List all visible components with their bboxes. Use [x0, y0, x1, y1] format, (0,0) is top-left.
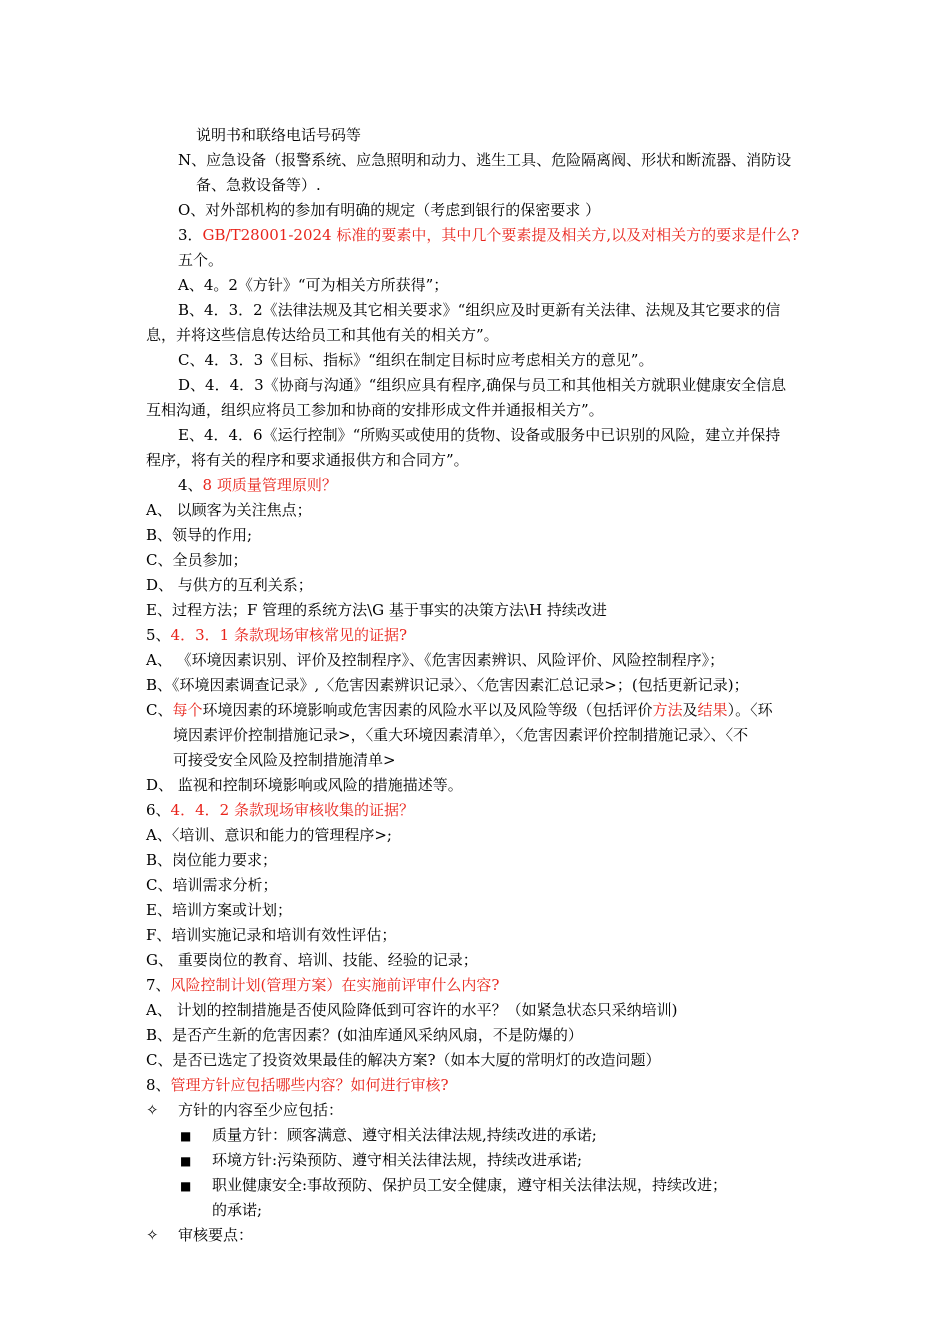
text-line: E、培训方案或计划；	[146, 901, 292, 919]
bullet-text: 方针的内容至少应包括：	[178, 1101, 344, 1119]
text-line	[146, 700, 773, 720]
diamond-bullet-icon: ✧	[146, 1101, 159, 1119]
square-bullet-icon: ■	[180, 1154, 192, 1168]
text-line: C、是否已选定了投资效果最佳的解决方案?（如本大厦的常明灯的改造问题）	[146, 1051, 661, 1069]
text-line: B、领导的作用;	[146, 526, 253, 544]
item-prefix: C、	[146, 701, 173, 719]
question-number: 5、	[146, 626, 171, 644]
bullet-text: 质量方针：顾客满意、遵守相关法律法规,持续改进的承诺;	[212, 1126, 597, 1144]
question-text: 管理方针应包括哪些内容？如何进行审核?	[170, 1076, 449, 1094]
text-line: A、 以顾客为关注焦点；	[146, 501, 312, 519]
question-heading	[146, 1075, 449, 1095]
bullet-text: 审核要点：	[178, 1226, 254, 1244]
text-line: N、应急设备（报警系统、应急照明和动力、逃生工具、危险隔离阀、形状和断流器、消防设	[178, 151, 792, 169]
question-text: 4．3．1 条款现场审核常见的证据?	[170, 626, 407, 644]
question-heading	[146, 800, 414, 820]
text-line: O、对外部机构的参加有明确的规定（考虑到银行的保密要求 ）	[178, 201, 601, 219]
text-line: 互相沟通，组织应将员工参加和协商的安排形成文件并通报相关方”。	[146, 401, 604, 419]
bullet-line	[180, 1150, 582, 1171]
text-line: D、4．4．3《协商与沟通》“组织应具有程序,确保与员工和其他相关方就职业健康安全信息	[178, 376, 787, 394]
text-line: B、4．3．2《法律法规及其它相关要求》“组织应及时更新有关法律、法规及其它要求的信	[178, 301, 781, 319]
question-heading	[178, 475, 337, 495]
text-line: A、 计划的控制措施是否使风险降低到可容许的水平？（如紧急状态只采纳培训)	[146, 1001, 678, 1019]
text-line: D、 监视和控制环境影响或风险的措施描述等。	[146, 776, 463, 794]
text-line: E、过程方法；F 管理的系统方法\G 基于事实的决策方法\H 持续改进	[146, 601, 607, 619]
text-line: 程序，将有关的程序和要求通报供方和合同方”。	[146, 451, 469, 469]
bullet-line	[146, 1100, 343, 1120]
question-text: GB/T28001-2024 标准的要素中，其中几个要素提及相关方,以及对相关方的要求是什么?	[202, 226, 800, 244]
text-line: 境因素评价控制措施记录>，〈重大环境因素清单〉，〈危害因素评价控制措施记录〉、〈不	[173, 726, 749, 744]
question-text: 8 项质量管理原则？	[202, 476, 337, 494]
question-number: 8、	[146, 1076, 171, 1094]
text-line: C、4．3．3《目标、指标》“组织在制定目标时应考虑相关方的意见”。	[178, 351, 654, 369]
question-number: 7、	[146, 976, 171, 994]
text-line: 五个。	[178, 251, 224, 269]
square-bullet-icon: ■	[180, 1179, 192, 1193]
bullet-line	[146, 1225, 253, 1245]
text-line: G、 重要岗位的教育、培训、技能、经验的记录；	[146, 951, 478, 969]
highlight-text: 每个	[172, 701, 203, 719]
square-bullet-icon: ■	[180, 1129, 192, 1143]
highlight-text: 结果	[697, 701, 728, 719]
text-line: A、〈培训、意识和能力的管理程序>;	[146, 826, 392, 844]
question-heading	[178, 225, 799, 245]
body-text: 及	[682, 701, 698, 719]
text-line: D、 与供方的互利关系；	[146, 576, 313, 594]
question-text: 4．4．2 条款现场审核收集的证据？	[170, 801, 414, 819]
text-line: F、培训实施记录和培训有效性评估；	[146, 926, 397, 944]
text-line: 备、急救设备等）.	[196, 176, 321, 194]
highlight-text: 方法	[652, 701, 683, 719]
diamond-bullet-icon: ✧	[146, 1226, 159, 1244]
question-number: 3．	[178, 226, 203, 244]
question-heading	[146, 975, 499, 995]
text-line: 息，并将这些信息传达给员工和其他有关的相关方”。	[146, 326, 499, 344]
text-line: 说明书和联络电话号码等	[196, 126, 362, 144]
bullet-line	[180, 1175, 727, 1196]
text-line: 的承诺;	[212, 1201, 263, 1219]
text-line: C、全员参加；	[146, 551, 248, 569]
text-line: B、《环境因素调查记录》,〈危害因素辨识记录〉、〈危害因素汇总记录>；(包括更新记录)；	[146, 676, 749, 694]
text-line: B、岗位能力要求；	[146, 851, 278, 869]
question-heading	[146, 625, 407, 645]
text-line: A、4。2《方针》“可为相关方所获得”；	[178, 276, 449, 294]
body-text: 环境因素的环境影响或危害因素的风险水平以及风险等级（包括评价	[202, 701, 653, 719]
question-number: 6、	[146, 801, 171, 819]
body-text: ）。〈环	[727, 701, 773, 719]
text-line: A、 《环境因素识别、评价及控制程序》、《危害因素辨识、风险评价、风险控制程序》；	[146, 651, 725, 669]
text-line: 可接受安全风险及控制措施清单>	[173, 751, 396, 769]
bullet-line	[180, 1125, 597, 1146]
text-line: B、是否产生新的危害因素？(如油库通风采纳风扇，不是防爆的）	[146, 1026, 583, 1044]
text-line: E、4．4．6《运行控制》“所购买或使用的货物、设备或服务中已识别的风险，建立并保持	[178, 426, 781, 444]
bullet-text: 环境方针:污染预防、遵守相关法律法规，持续改进承诺;	[212, 1151, 583, 1169]
question-text: 风险控制计划(管理方案）在实施前评审什么内容?	[170, 976, 500, 994]
bullet-text: 职业健康安全:事故预防、保护员工安全健康，遵守相关法律法规，持续改进；	[212, 1176, 728, 1194]
question-number: 4、	[178, 476, 203, 494]
text-line: C、培训需求分析；	[146, 876, 278, 894]
